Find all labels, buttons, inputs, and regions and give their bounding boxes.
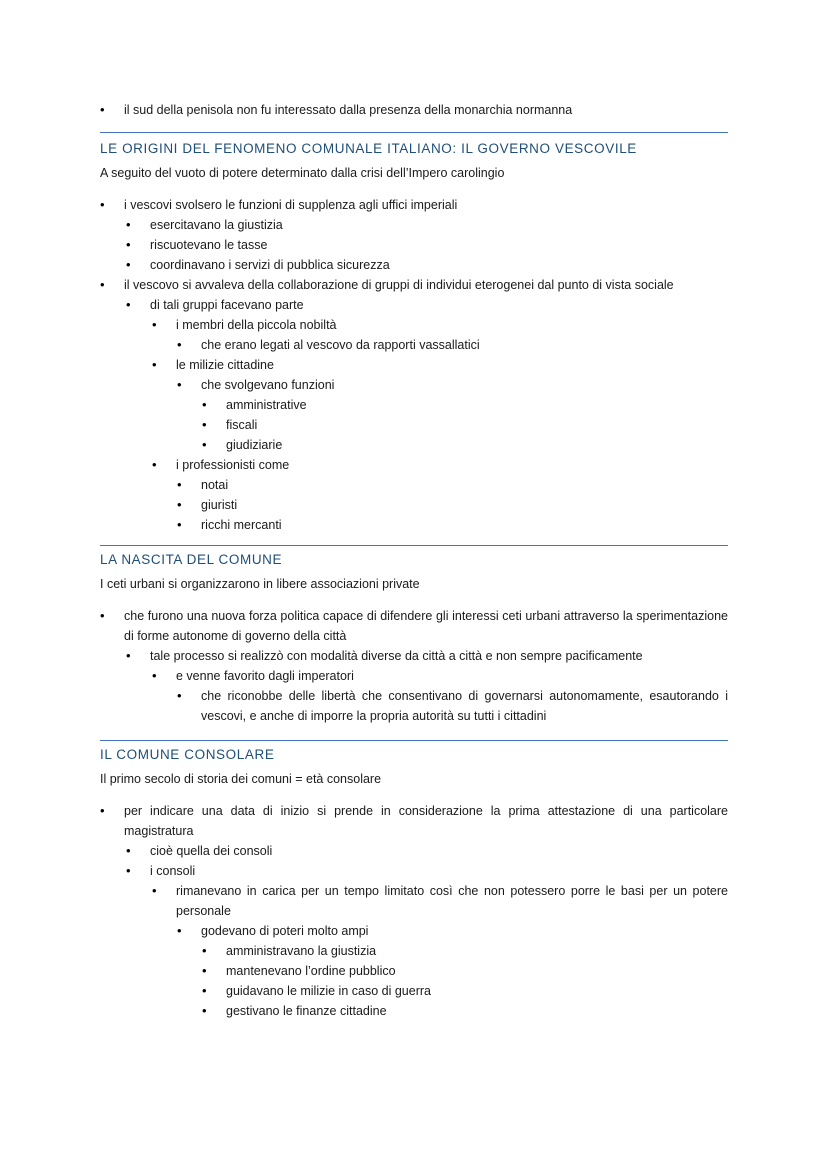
document-content xyxy=(100,100,728,1021)
list-item: • i consoli • rimanevano in carica per un tempo limitato così che non potessero porre le basi per un potere personale • godevano di poteri molto ampi • amministravano la giustizia • mantenevano l’ordine pubblico • guidavano le milizie in caso di guerra • gestivano le finanze cittadine xyxy=(150,861,728,1021)
list-item: • giuristi xyxy=(201,495,728,515)
list-item: • giudiziarie xyxy=(226,435,728,455)
list-item: • i professionisti come • notai • giuristi • ricchi mercanti xyxy=(176,455,728,535)
list-item: • riscuotevano le tasse xyxy=(150,235,728,255)
section-governo-vescovile xyxy=(100,133,728,535)
list-item: • notai xyxy=(201,475,728,495)
list-item: • e venne favorito dagli imperatori • che riconobbe delle libertà che consentivano di governarsi autonomamente, esautorando i vescovi, e anche di imporre la propria autorità su tutti i cittadini xyxy=(176,666,728,726)
list-item: • tale processo si realizzò con modalità diverse da città a città e non sempre pacificamente • e venne favorito dagli imperatori • che riconobbe delle libertà che consentivano di governarsi autonomamente, esautorando i vescovi, e anche di imporre la propria autorità su tutti i cittadini xyxy=(150,646,728,726)
list-item: • ricchi mercanti xyxy=(201,515,728,535)
bullet-list xyxy=(100,195,728,535)
list-item: • i vescovi svolsero le funzioni di supplenza agli uffici imperiali • esercitavano la giustizia • riscuotevano le tasse • coordinavano i servizi di pubblica sicurezza xyxy=(124,195,728,275)
list-item: • amministrative xyxy=(226,395,728,415)
bullet-list xyxy=(100,801,728,1021)
section-intro: I ceti urbani si organizzarono in libere associazioni private xyxy=(100,577,420,591)
top-bullet-list xyxy=(100,100,728,120)
list-item: • che erano legati al vescovo da rapporti vassallatici xyxy=(201,335,728,355)
list-item: • guidavano le milizie in caso di guerra xyxy=(226,981,728,1001)
list-item: • le milizie cittadine • che svolgevano funzioni • amministrative • fiscali • giudiziarie xyxy=(176,355,728,455)
list-item: • rimanevano in carica per un tempo limitato così che non potessero porre le basi per un potere personale • godevano di poteri molto ampi • amministravano la giustizia • mantenevano l’ordine pubblico • guidavano le milizie in caso di guerra • gestivano le finanze cittadine xyxy=(176,881,728,1021)
section-heading: LE ORIGINI DEL FENOMENO COMUNALE ITALIANO: IL GOVERNO VESCOVILE xyxy=(100,141,637,156)
section-intro: Il primo secolo di storia dei comuni = età consolare xyxy=(100,772,382,786)
list-item: • fiscali xyxy=(226,415,728,435)
list-item: • per indicare una data di inizio si prende in considerazione la prima attestazione di una particolare magistratura • cioè quella dei consoli • i consoli • rimanevano in carica per un tempo limitato così che non potessero porre le basi per un potere personale • godevano di poteri molto ampi • amministravano la giustizia • mantenevano l’ordine pubblico • guidavano le milizie in caso di guerra • gestivano le finanze cittadine xyxy=(124,801,728,1021)
list-item: • che riconobbe delle libertà che consentivano di governarsi autonomamente, esautorando i vescovi, e anche di imporre la propria autorità su tutti i cittadini xyxy=(201,686,728,726)
list-item: • coordinavano i servizi di pubblica sicurezza xyxy=(150,255,728,275)
bullet-list xyxy=(100,606,728,726)
list-item: • godevano di poteri molto ampi • amministravano la giustizia • mantenevano l’ordine pubblico • guidavano le milizie in caso di guerra • gestivano le finanze cittadine xyxy=(201,921,728,1021)
list-item: • che furono una nuova forza politica capace di difendere gli interessi ceti urbani attraverso la sperimentazione di forme autonome di governo della città • tale processo si realizzò con modalità diverse da città a città e non sempre pacificamente • e venne favorito dagli imperatori • che riconobbe delle libertà che consentivano di governarsi autonomamente, esautorando i vescovi, e anche di imporre la propria autorità su tutti i cittadini xyxy=(124,606,728,726)
list-item: • amministravano la giustizia xyxy=(226,941,728,961)
list-item: • il sud della penisola non fu interessato dalla presenza della monarchia normanna xyxy=(124,100,728,120)
list-item: • che svolgevano funzioni • amministrative • fiscali • giudiziarie xyxy=(201,375,728,455)
section-heading: IL COMUNE CONSOLARE xyxy=(100,747,275,762)
list-item: • di tali gruppi facevano parte • i membri della piccola nobiltà • che erano legati al vescovo da rapporti vassallatici • le milizie cittadine • che svolgevano funzioni • amministrative • fiscali • giudiziarie • i professionisti come • notai • giuristi • ricchi mercanti xyxy=(150,295,728,535)
list-item: • il vescovo si avvaleva della collaborazione di gruppi di individui eterogenei dal punto di vista sociale • di tali gruppi facevano parte • i membri della piccola nobiltà • che erano legati al vescovo da rapporti vassallatici • le milizie cittadine • che svolgevano funzioni • amministrative • fiscali • giudiziarie • i professionisti come • notai • giuristi • ricchi mercanti xyxy=(124,275,728,535)
section-heading: LA NASCITA DEL COMUNE xyxy=(100,552,283,567)
list-item: • cioè quella dei consoli xyxy=(150,841,728,861)
section-intro: A seguito del vuoto di potere determinato dalla crisi dell’Impero carolingio xyxy=(100,166,505,180)
list-item: • i membri della piccola nobiltà • che erano legati al vescovo da rapporti vassallatici xyxy=(176,315,728,355)
list-item: • mantenevano l’ordine pubblico xyxy=(226,961,728,981)
section-comune-consolare xyxy=(100,741,728,1021)
list-item: • esercitavano la giustizia xyxy=(150,215,728,235)
section-nascita-comune xyxy=(100,546,728,726)
list-item: • gestivano le finanze cittadine xyxy=(226,1001,728,1021)
